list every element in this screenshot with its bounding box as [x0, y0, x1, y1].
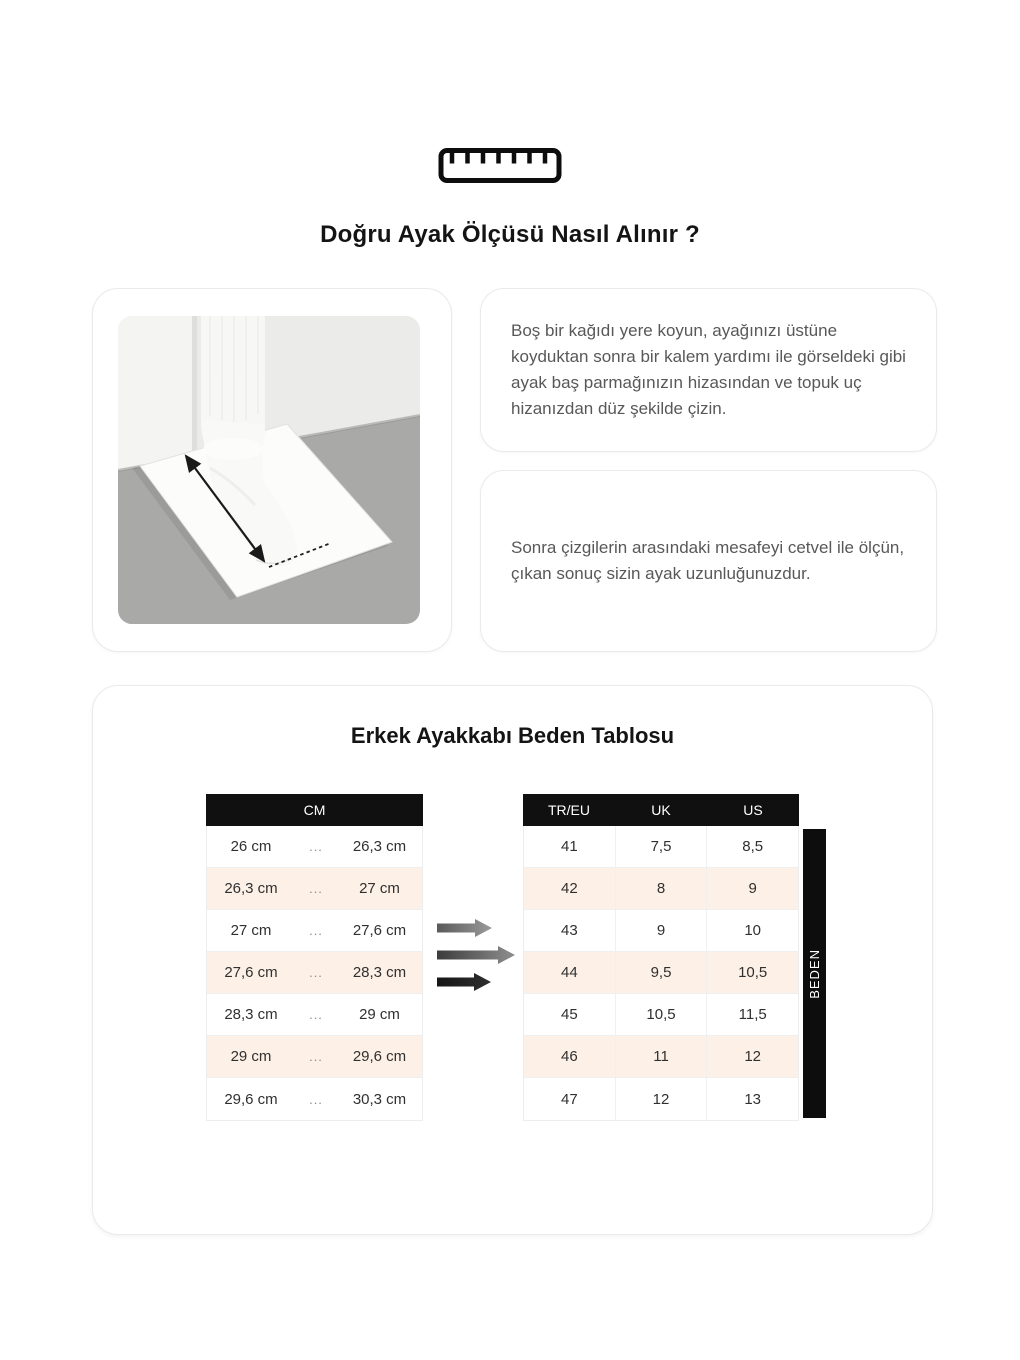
foot-measurement-photo-card	[92, 288, 452, 652]
table-row	[207, 994, 422, 1036]
cm-from: 28,3 cm	[224, 1006, 278, 1023]
table-row	[207, 1036, 422, 1078]
cm-from: 26,3 cm	[224, 880, 278, 897]
table-row	[207, 952, 422, 994]
table-row	[207, 910, 422, 952]
us-size: 10,5	[706, 952, 798, 993]
beden-side-label-text: BEDEN	[807, 948, 822, 999]
table-row	[207, 868, 422, 910]
tr-eu-size: 47	[560, 1090, 578, 1108]
us-size: 13	[706, 1078, 798, 1120]
table-row	[524, 868, 798, 910]
uk-size: 9,5	[615, 952, 707, 993]
tr-eu-size: 41	[560, 838, 578, 855]
table-row	[524, 994, 798, 1036]
conversion-table-body	[523, 826, 799, 1121]
uk-size: 7,5	[615, 826, 707, 867]
us-size: 9	[706, 868, 798, 909]
foot-on-paper-photo	[118, 316, 420, 624]
cm-to: 29,6 cm	[352, 1048, 407, 1065]
tr-eu-size: 46	[560, 1048, 578, 1065]
cm-to: 29 cm	[359, 1006, 400, 1023]
cm-to: 28,3 cm	[352, 964, 407, 981]
tr-eu-size: 42	[560, 880, 578, 897]
cm-to: 27,6 cm	[352, 922, 407, 939]
tr-eu-size: 45	[560, 1006, 578, 1023]
tr-eu-size: 43	[560, 922, 578, 939]
uk-size: 9	[615, 910, 707, 951]
range-dots: ...	[309, 965, 323, 980]
cm-to: 26,3 cm	[352, 838, 407, 855]
range-dots: ...	[309, 1049, 323, 1064]
uk-size: 11	[615, 1036, 707, 1077]
cm-table	[206, 794, 423, 1121]
header-us: US	[743, 802, 763, 818]
range-dots: ...	[309, 1091, 323, 1107]
uk-size: 12	[615, 1078, 707, 1120]
cm-to: 27 cm	[359, 880, 400, 897]
triple-right-arrows-svg	[435, 914, 519, 998]
cm-from: 26 cm	[230, 838, 272, 855]
range-dots: ...	[309, 923, 323, 938]
range-dots: ...	[309, 1007, 323, 1022]
table-row	[207, 1078, 422, 1120]
us-size: 11,5	[706, 994, 798, 1035]
cm-from: 29,6 cm	[224, 1090, 278, 1108]
us-size: 12	[706, 1036, 798, 1077]
ruler-icon	[438, 146, 562, 186]
page-title: Doğru Ayak Ölçüsü Nasıl Alınır ?	[320, 221, 700, 248]
instruction-step-1	[480, 288, 937, 452]
cm-from: 27,6 cm	[224, 964, 278, 981]
cm-to: 30,3 cm	[352, 1090, 407, 1108]
table-row	[524, 1036, 798, 1078]
table-row	[524, 826, 798, 868]
us-size: 8,5	[706, 826, 798, 867]
range-dots: ...	[309, 881, 323, 896]
tr-eu-size: 44	[560, 964, 578, 981]
size-conversion-table	[523, 794, 799, 1121]
measurement-section	[92, 288, 937, 652]
table-row	[524, 952, 798, 994]
beden-side-label	[803, 829, 826, 1118]
size-chart-card	[92, 685, 933, 1235]
conversion-table-header	[523, 794, 799, 826]
cm-from: 29 cm	[230, 1048, 272, 1065]
foot-on-paper-illustration	[118, 316, 420, 624]
us-size: 10	[706, 910, 798, 951]
cm-from: 27 cm	[230, 922, 272, 939]
table-row	[524, 1078, 798, 1120]
header-tr-eu: TR/EU	[548, 802, 590, 818]
ruler-icon-svg	[438, 146, 562, 186]
uk-size: 10,5	[615, 994, 707, 1035]
range-dots: ...	[309, 839, 323, 854]
cm-table-header: CM	[206, 794, 423, 826]
header-uk: UK	[651, 802, 671, 818]
uk-size: 8	[615, 868, 707, 909]
instruction-step-2	[480, 470, 937, 652]
cm-table-body	[206, 826, 423, 1121]
size-chart-title: Erkek Ayakkabı Beden Tablosu	[350, 723, 675, 748]
table-row	[207, 826, 422, 868]
instruction-step-2-text: Sonra çizgilerin arasındaki mesafeyi cetvel ile ölçün, çıkan sonuç sizin ayak uzunluğunuzdur.	[511, 538, 905, 583]
instruction-step-1-text: Boş bir kağıdı yere koyun, ayağınızı üstüne koyduktan sonra bir kalem yardımı ile görseldeki gibi ayak baş parmağınızın hizasından ve topuk uç hizanızdan düz şekilde çizin.	[511, 321, 906, 418]
table-row	[524, 910, 798, 952]
triple-right-arrows-icon	[435, 914, 519, 998]
